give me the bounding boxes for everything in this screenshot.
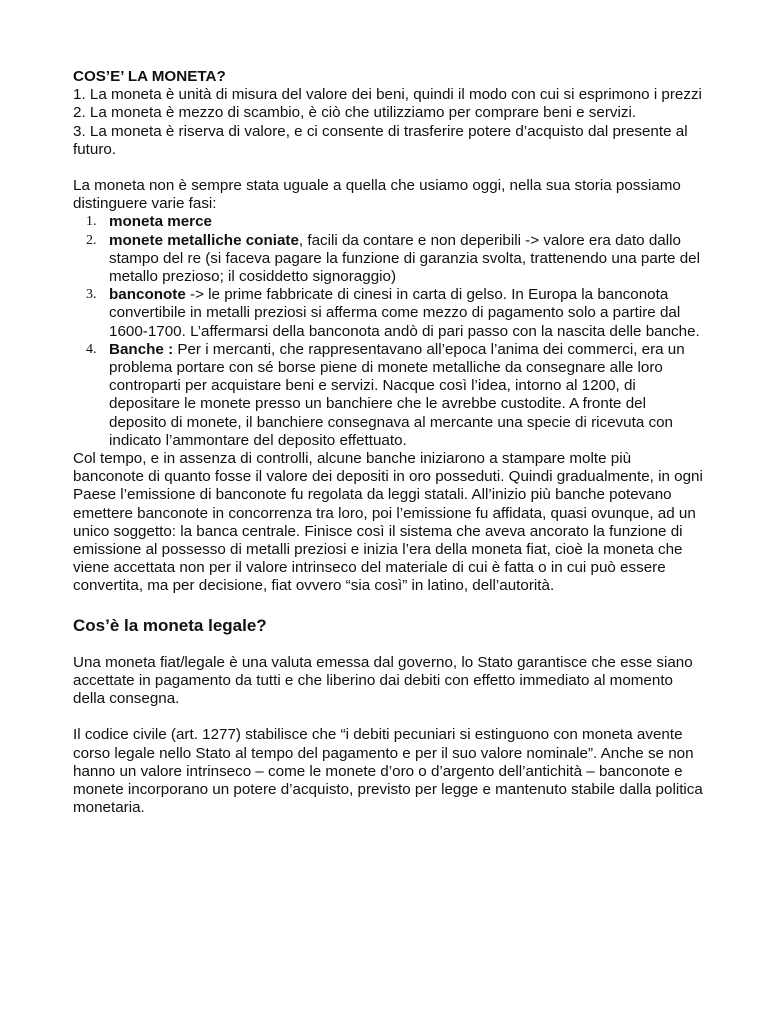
section-title-moneta-legale: Cos’è la moneta legale? [73, 615, 267, 635]
list-number: 1. [86, 214, 97, 230]
phase-text: , facili da contare e non deperibili -> valore era dato dallo stampo del re (si faceva pagare la funzione di garanzia svolta, trattenendo una parte del metallo prezioso; il cosiddetto signoraggio) [109, 231, 700, 286]
phase-item [73, 286, 703, 341]
legal-money-paragraph-2: Il codice civile (art. 1277) stabilisce che “i debiti pecuniari si estinguono con moneta avente corso legale nello Stato al tempo del pagamento e per il suo valore nominale”. Anche se non hanno un valore intrinseco – come le monete d’oro o d’argento dell’antichità – banconote e monete incorporano un potere d’acquisto, previsto per legge e mantenuto stabile dalla politica monetaria. [73, 726, 703, 817]
closing-paragraph: Col tempo, e in assenza di controlli, alcune banche iniziarono a stampare molte più banconote di quanto fosse il valore dei depositi in oro posseduti. Quindi gradualmente, in ogni Paese l’emissione di banconote fu regolata da leggi statali. All’inizio più banche potevano emettere banconote in concorrenza tra loro, poi l’emissione fu affidata, quasi ovunque, ad un unico soggetto: la banca centrale. Finisce così il sistema che aveva ancorato la funzione di emissione al possesso di metalli preziosi e inizia l’era della moneta fiat, cioè la moneta che viene accettata non per il valore intrinseco del materiale di cui è fatta o in cui può essere convertita, ma per decisione, fiat ovvero “sia così” in latino, dell’autorità. [73, 450, 703, 595]
phase-item [73, 232, 703, 287]
list-number: 3. [86, 287, 97, 303]
document-page [73, 68, 703, 817]
legal-money-paragraph-1: Una moneta fiat/legale è una valuta emessa dal governo, lo Stato garantisce che esse siano accettate in pagamento da tutti e che liberino dai debiti con effetto immediato al momento della consegna. [73, 653, 693, 708]
phase-text: Per i mercanti, che rappresentavano all’epoca l’anima dei commerci, era un problema portare con sé borse piene di monete metalliche da consegnare alle loro controparti per acquistare beni e servizi. Nacque così l’idea, intorno al 1200, di depositare le monete presso un banchiere che le avrebbe custodite. A fronte del deposito di monete, il banchiere consegnava al mercante una specie di ricevuta con indicato l’ammontare del deposito effettuato. [109, 340, 685, 449]
phase-term: banconote [109, 286, 186, 304]
spacer [73, 637, 703, 654]
spacer [73, 596, 703, 615]
phase-item [73, 213, 703, 231]
point-3: 3. La moneta è riserva di valore, e ci consente di trasferire potere d’acquisto dal presente al futuro. [73, 122, 688, 158]
phase-term: monete metalliche coniate [109, 231, 299, 249]
phase-item [73, 341, 703, 450]
phase-term: moneta merce [109, 213, 212, 231]
list-number: 2. [86, 232, 97, 248]
point-2: 2. La moneta è mezzo di scambio, è ciò che utilizziamo per comprare beni e servizi. [73, 104, 637, 122]
spacer [73, 159, 703, 177]
phases-intro: La moneta non è sempre stata uguale a quella che usiamo oggi, nella sua storia possiamo distinguere varie fasi: [73, 177, 681, 213]
list-number: 4. [86, 341, 97, 357]
point-1: 1. La moneta è unità di misura del valore dei beni, quindi il modo con cui si esprimono i prezzi [73, 86, 702, 104]
phase-term: Banche : [109, 340, 174, 358]
section-title-cose-la-moneta: COS’E’ LA MONETA? [73, 68, 226, 85]
spacer [73, 708, 703, 726]
phase-text: -> le prime fabbricate di cinesi in carta di gelso. In Europa la banconota convertibile in metalli preziosi si afferma come mezzo di pagamento solo a partire dal 1600-1700. L’affermarsi della banconota andò di pari passo con la nascita delle banche. [109, 286, 700, 340]
phases-list [73, 213, 703, 450]
